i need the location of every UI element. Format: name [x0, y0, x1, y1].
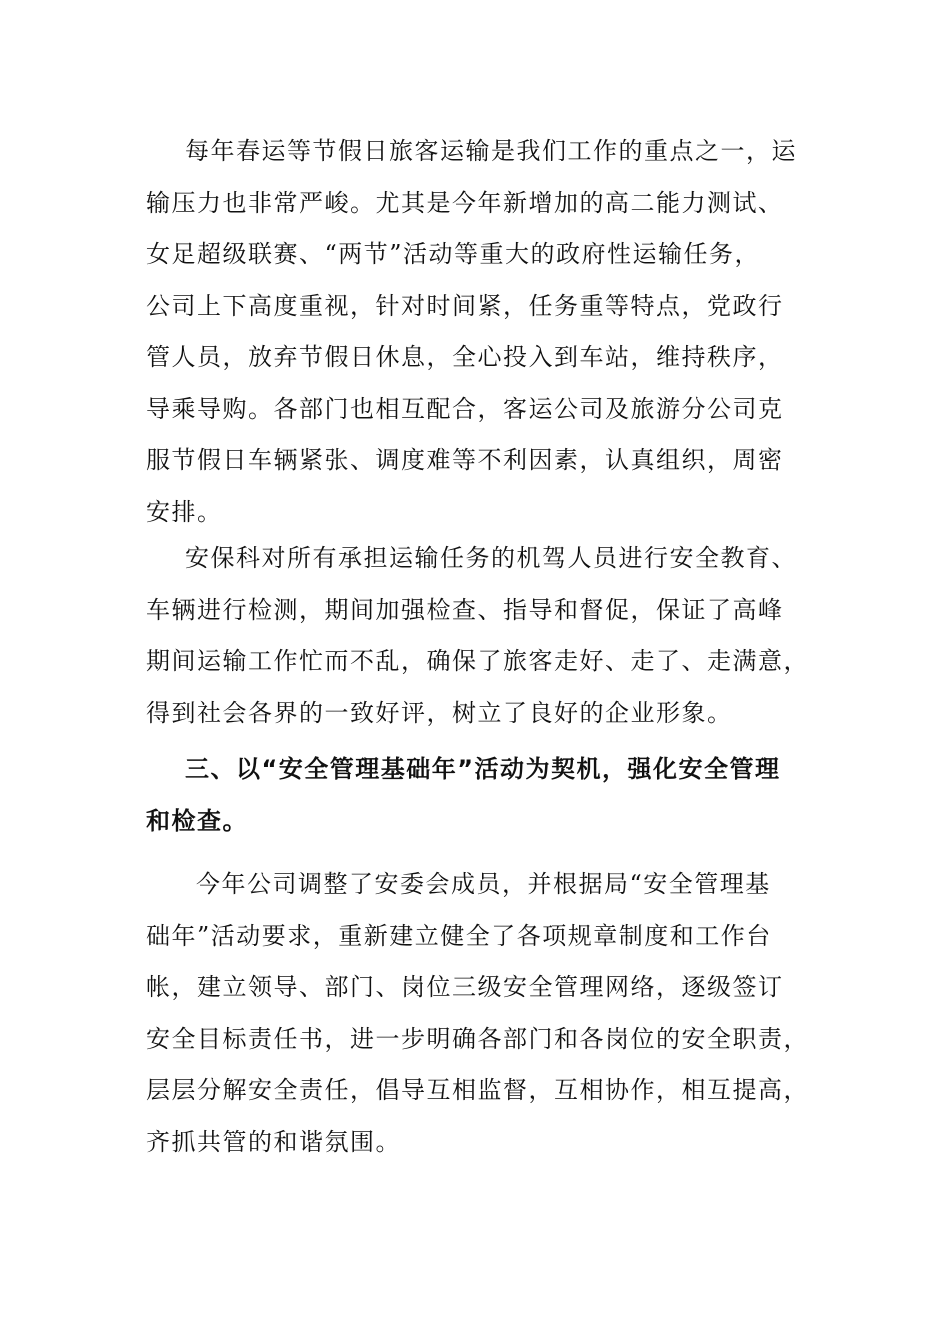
- text-line: 今年公司调整了安委会成员，并根据局“安全管理基: [196, 870, 771, 898]
- text-line: 服节假日车辆紧张、调度难等不利因素，认真组织，周密: [146, 446, 784, 474]
- paragraph-safety-education: [146, 533, 809, 739]
- text-line: 公司上下高度重视，针对时间紧，任务重等特点，党政行: [146, 291, 784, 320]
- text-line: 安保科对所有承担运输任务的机驾人员进行安全教育、: [185, 544, 797, 572]
- text-line: 帐，建立领导、部门、岗位三级安全管理网络，逐级签订: [146, 973, 784, 1001]
- text-line: 安排。: [146, 497, 223, 526]
- text-line: 齐抓共管的和谐氛围。: [146, 1127, 401, 1156]
- heading-line: 和检查。: [146, 806, 248, 835]
- text-line: 得到社会各界的一致好评，树立了良好的企业形象。: [146, 698, 733, 727]
- text-line: 层层分解安全责任，倡导互相监督，互相协作，相互提高，: [146, 1076, 809, 1104]
- text-line: 础年”活动要求，重新建立健全了各项规章制度和工作台: [146, 921, 772, 950]
- text-line: 每年春运等节假日旅客运输是我们工作的重点之一，运: [185, 137, 797, 165]
- text-line: 车辆进行检测，期间加强检查、指导和督促，保证了高峰: [146, 595, 784, 624]
- text-line: 女足超级联赛、“两节”活动等重大的政府性运输任务，: [146, 240, 761, 268]
- text-line: 安全目标责任书，进一步明确各部门和各岗位的安全职责，: [146, 1024, 809, 1053]
- paragraph-safety-management: [146, 859, 809, 1168]
- heading-line: 三、以“安全管理基础年”活动为契机，强化安全管理: [185, 755, 781, 783]
- text-line: 导乘导购。各部门也相互配合，客运公司及旅游分公司克: [146, 394, 784, 423]
- text-line: 期间运输工作忙而不乱，确保了旅客走好、走了、走满意，: [146, 647, 809, 675]
- text-line: 输压力也非常严峻。尤其是今年新增加的高二能力测试、: [146, 188, 784, 217]
- paragraph-holiday-transport: [146, 126, 806, 538]
- text-line: 管人员，放弃节假日休息，全心投入到车站，维持秩序，: [146, 343, 784, 371]
- section-heading-3: [146, 744, 806, 847]
